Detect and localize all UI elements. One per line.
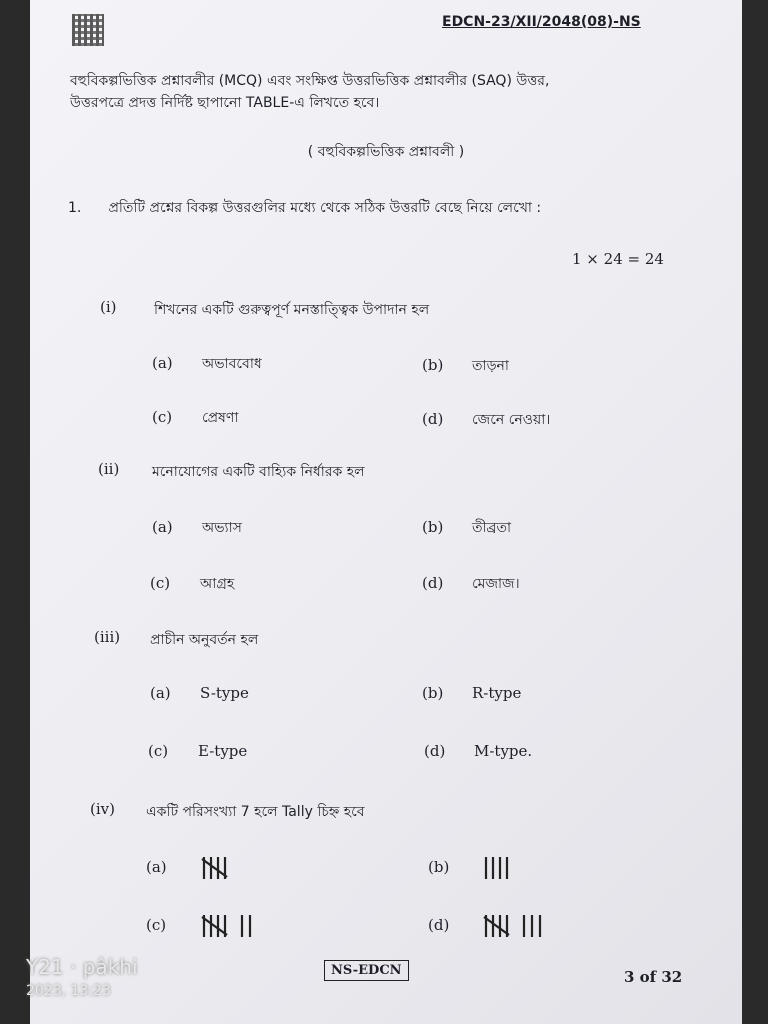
exam-page	[30, 0, 742, 1024]
watermark-datetime: 2023, 13:23	[26, 983, 111, 999]
option-iv-d: (d)	[428, 912, 554, 940]
instructions	[70, 70, 700, 114]
subquestion-text: একটি পরিসংখ্যা 7 হলে Tally চিহ্ন হবে	[146, 804, 365, 820]
subquestion-text: প্রাচীন অনুবর্তন হল	[150, 632, 259, 648]
tally-five-icon	[200, 854, 240, 882]
subquestion-number: (iii)	[94, 628, 121, 646]
camera-watermark	[26, 955, 138, 999]
subquestion-number: (ii)	[98, 460, 120, 478]
option-ii-c: (c) আগ্রহ	[150, 574, 235, 592]
page-number: 3 of 32	[624, 968, 683, 986]
question-text: প্রতিটি প্রশ্নের বিকল্প উত্তরগুলির মধ্যে থেকে সঠিক উত্তরটি বেছে নিয়ে লেখো :	[108, 200, 542, 216]
paper-code: EDCN-23/XII/2048(08)-NS	[442, 14, 641, 30]
question-1	[68, 196, 541, 220]
option-ii-a: (a) অভ্যাস	[152, 518, 242, 536]
subquestion-text: শিখনের একটি গুরুত্বপূর্ণ মনস্তাত্ত্বিক উপাদান হল	[154, 302, 430, 318]
question-number: 1.	[68, 200, 82, 216]
option-i-a: (a) অভাববোধ	[152, 354, 262, 372]
subquestion-number: (iv)	[90, 800, 115, 818]
subquestion-number: (i)	[100, 298, 117, 316]
option-iii-a: (a) S-type	[150, 684, 249, 702]
section-title: ( বহুবিকল্পভিত্তিক প্রশ্নাবলী )	[307, 144, 465, 160]
marks: 1 × 24 = 24	[572, 250, 664, 268]
option-i-d: (d) জেনে নেওয়া।	[422, 410, 551, 428]
subquestion-text: মনোযোগের একটি বাহ্যিক নির্ধারক হল	[152, 464, 365, 480]
option-ii-d: (d) মেজাজ।	[422, 574, 520, 592]
option-iv-c: (c)	[146, 912, 264, 940]
option-iii-c: (c) E-type	[148, 742, 248, 760]
tally-seven-icon	[200, 912, 264, 940]
instruction-line-2: উত্তরপত্রে প্রদত্ত নির্দিষ্ট ছাপানো TABLE-এ লিখতে হবে।	[70, 95, 380, 111]
option-i-c: (c) প্রেষণা	[152, 408, 239, 426]
option-iii-d: (d) M-type.	[424, 742, 533, 760]
tally-four-icon	[482, 854, 522, 882]
option-iv-a: (a)	[146, 854, 240, 882]
option-i-b: (b) তাড়না	[422, 356, 509, 374]
tally-eight-icon	[482, 912, 554, 940]
option-iii-b: (b) R-type	[422, 684, 522, 702]
footer-code-box: NS-EDCN	[324, 960, 409, 981]
watermark-device: Y21 · pâkhi	[26, 955, 138, 979]
qr-code-icon	[72, 14, 104, 46]
option-ii-b: (b) তীব্রতা	[422, 518, 512, 536]
instruction-line-1: বহুবিকল্পভিত্তিক প্রশ্নাবলীর (MCQ) এবং সংক্ষিপ্ত উত্তরভিত্তিক প্রশ্নাবলীর (SAQ) উত্তর,	[70, 73, 550, 89]
option-iv-b: (b)	[428, 854, 522, 882]
